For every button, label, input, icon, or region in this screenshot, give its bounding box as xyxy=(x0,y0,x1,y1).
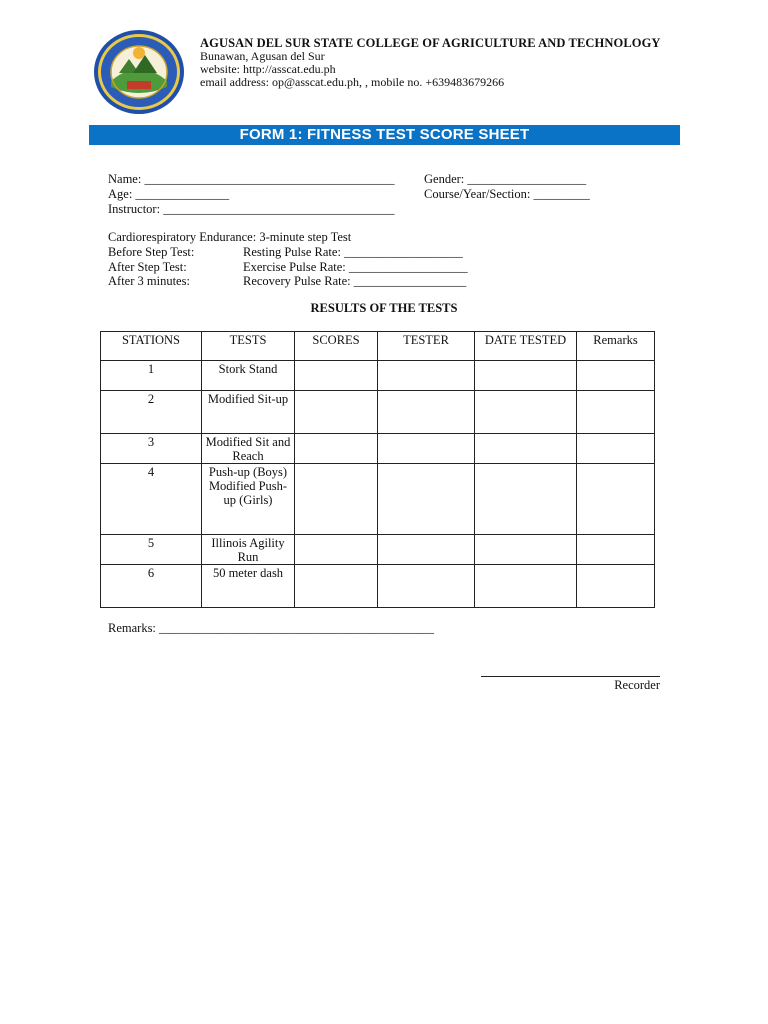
form-title-banner xyxy=(89,125,680,145)
score-cell[interactable] xyxy=(295,535,378,565)
test-name: Push-up (Boys) Modified Push-up (Girls) xyxy=(202,464,295,535)
score-cell[interactable] xyxy=(295,464,378,535)
tester-cell[interactable] xyxy=(378,565,475,608)
station-number: 3 xyxy=(101,434,202,464)
test-name: Modified Sit-up xyxy=(202,391,295,434)
name-field: Name: ________________________________________ xyxy=(108,172,395,186)
station-number: 1 xyxy=(101,361,202,391)
table-row xyxy=(101,565,655,608)
tester-cell[interactable] xyxy=(378,361,475,391)
col-header-scores: SCORES xyxy=(295,332,378,361)
college-seal-logo xyxy=(93,29,185,115)
station-number: 2 xyxy=(101,391,202,434)
cardio-label-before: Before Step Test: xyxy=(108,245,195,259)
test-name: Stork Stand xyxy=(202,361,295,391)
table-row xyxy=(101,434,655,464)
col-header-stations: STATIONS xyxy=(101,332,202,361)
test-name: Modified Sit and Reach xyxy=(202,434,295,464)
score-cell[interactable] xyxy=(295,391,378,434)
exercise-pulse-field: Exercise Pulse Rate: ___________________ xyxy=(243,260,468,274)
col-header-tests: TESTS xyxy=(202,332,295,361)
col-header-remarks: Remarks xyxy=(577,332,655,361)
date-cell[interactable] xyxy=(475,361,577,391)
form-title: FORM 1: FITNESS TEST SCORE SHEET xyxy=(239,126,530,143)
score-cell[interactable] xyxy=(295,361,378,391)
date-cell[interactable] xyxy=(475,391,577,434)
table-row xyxy=(101,361,655,391)
age-field: Age: _______________ xyxy=(108,187,230,201)
results-heading: RESULTS OF THE TESTS xyxy=(310,301,458,315)
tester-cell[interactable] xyxy=(378,434,475,464)
cardio-label-after: After Step Test: xyxy=(108,260,187,274)
score-cell[interactable] xyxy=(295,434,378,464)
col-header-date-tested: DATE TESTED xyxy=(475,332,577,361)
date-cell[interactable] xyxy=(475,535,577,565)
results-table xyxy=(100,331,655,608)
tester-cell[interactable] xyxy=(378,391,475,434)
remarks-cell[interactable] xyxy=(577,361,655,391)
remarks-cell[interactable] xyxy=(577,565,655,608)
institution-address: Bunawan, Agusan del Sur xyxy=(200,49,325,63)
tester-cell[interactable] xyxy=(378,464,475,535)
gender-field: Gender: ___________________ xyxy=(424,172,587,186)
table-row xyxy=(101,535,655,565)
date-cell[interactable] xyxy=(475,434,577,464)
remarks-cell[interactable] xyxy=(577,464,655,535)
date-cell[interactable] xyxy=(475,464,577,535)
document-header xyxy=(200,37,661,89)
signature-line xyxy=(481,676,660,677)
table-row xyxy=(101,391,655,434)
institution-name: AGUSAN DEL SUR STATE COLLEGE OF AGRICULTURE AND TECHNOLOGY xyxy=(200,36,661,50)
recovery-pulse-field: Recovery Pulse Rate: __________________ xyxy=(243,274,467,288)
station-number: 4 xyxy=(101,464,202,535)
score-cell[interactable] xyxy=(295,565,378,608)
station-number: 5 xyxy=(101,535,202,565)
station-number: 6 xyxy=(101,565,202,608)
remarks-cell[interactable] xyxy=(577,535,655,565)
date-cell[interactable] xyxy=(475,565,577,608)
institution-website: website: http://asscat.edu.ph xyxy=(200,62,336,76)
instructor-field: Instructor: _____________________________________ xyxy=(108,202,395,216)
test-name: 50 meter dash xyxy=(202,565,295,608)
cardio-label-recovery: After 3 minutes: xyxy=(108,274,190,288)
institution-contact: email address: op@asscat.edu.ph, , mobile no. +639483679266 xyxy=(200,75,505,89)
table-header-row xyxy=(101,332,655,361)
cardio-heading: Cardiorespiratory Endurance: 3-minute step Test xyxy=(108,230,352,244)
remarks-field: Remarks: ____________________________________________ xyxy=(108,621,435,635)
recorder-label: Recorder xyxy=(614,678,660,692)
remarks-cell[interactable] xyxy=(577,391,655,434)
col-header-tester: TESTER xyxy=(378,332,475,361)
course-field: Course/Year/Section: _________ xyxy=(424,187,590,201)
table-row xyxy=(101,464,655,535)
test-name: Illinois Agility Run xyxy=(202,535,295,565)
resting-pulse-field: Resting Pulse Rate: ___________________ xyxy=(243,245,463,259)
remarks-cell[interactable] xyxy=(577,434,655,464)
tester-cell[interactable] xyxy=(378,535,475,565)
